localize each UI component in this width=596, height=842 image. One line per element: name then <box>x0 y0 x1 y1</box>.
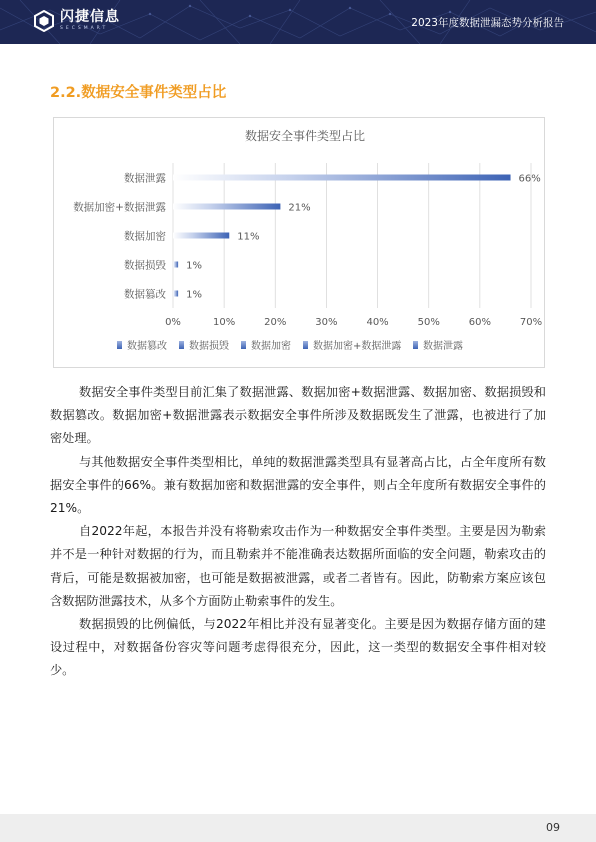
chart-x-tick-label: 10% <box>213 317 236 328</box>
paragraph: 数据损毁的比例偏低，与2022年相比并没有显著变化。主要是因为数据存储方面的建设过程中，对数据备份容灾等问题考虑得很充分，因此，这一类型的数据安全事件相对较少。 <box>50 617 546 678</box>
chart-data-label: 1% <box>186 260 202 272</box>
chart-x-tick-labels <box>165 317 542 328</box>
chart-legend-item: 数据加密 <box>251 341 291 352</box>
paragraph: 自2022年起，本报告并没有将勒索攻击作为一种数据安全事件类型。主要是因为勒索并不是一种针对数据的行为，而且勒索并不能准确表达数据所面临的安全问题，勒索攻击的背后，可能是数据被加密，也可能是数据被泄露，或者二者皆有。因此，防勒索方案应该包含数据防泄露技术，从多个方面防止勒索事件的发生。 <box>50 524 546 608</box>
page-header <box>0 0 596 44</box>
chart-data-label: 11% <box>237 231 260 243</box>
page-number: 09 <box>546 821 560 834</box>
chart-x-tick-label: 60% <box>468 317 491 328</box>
chart-x-tick-label: 20% <box>264 317 287 328</box>
chart-legend-item: 数据泄露 <box>423 341 463 352</box>
chart-legend-swatch <box>241 341 246 349</box>
logo-chinese-text: 闪捷信息 <box>60 9 120 25</box>
chart-x-tick-label: 30% <box>315 317 338 328</box>
report-title: 2023年度数据泄漏态势分析报告 <box>411 17 564 29</box>
chart-category-label: 数据篡改 <box>124 288 166 301</box>
chart-legend-swatch <box>303 341 308 349</box>
body-text <box>50 381 546 683</box>
chart-category-label: 数据加密 <box>124 230 166 243</box>
company-logo <box>33 9 120 32</box>
chart-bar <box>173 175 511 181</box>
chart-x-tick-label: 70% <box>519 317 543 328</box>
chart-x-tick-label: 0% <box>165 317 181 328</box>
paragraph: 与其他数据安全事件类型相比，单纯的数据泄露类型具有显著高占比，占全年度所有数据安全事件的66%。兼有数据加密和数据泄露的安全事件，则占全年度所有数据安全事件的21%。 <box>50 454 546 516</box>
chart-x-tick-label: 40% <box>366 317 389 328</box>
chart-legend-item: 数据加密+数据泄露 <box>313 341 402 352</box>
chart-legend <box>117 339 463 352</box>
chart-category-label: 数据加密+数据泄露 <box>73 201 166 214</box>
chart-bar <box>173 204 280 210</box>
section-heading: 2.2.数据安全事件类型占比 <box>50 85 227 101</box>
logo-mark-icon <box>33 10 55 32</box>
chart-data-label: 21% <box>288 202 311 214</box>
chart-bar <box>173 233 229 239</box>
chart-category-label: 数据泄露 <box>124 172 166 185</box>
chart-legend-swatch <box>117 341 122 349</box>
chart-x-tick-label: 50% <box>417 317 440 328</box>
chart-bars <box>173 174 541 301</box>
chart-category-labels <box>73 172 166 301</box>
bar-chart <box>54 118 546 369</box>
chart-bar <box>173 262 178 268</box>
page-footer <box>0 814 596 842</box>
chart-legend-swatch <box>179 341 184 349</box>
chart-category-label: 数据损毁 <box>124 259 166 272</box>
chart-container <box>53 117 545 368</box>
chart-bar <box>173 291 178 297</box>
paragraph: 数据安全事件类型目前汇集了数据泄露、数据加密+数据泄露、数据加密、数据损毁和数据篡改。数据加密+数据泄露表示数据安全事件所涉及数据既发生了泄露，也被进行了加密处理。 <box>50 385 546 446</box>
chart-data-label: 1% <box>186 289 202 301</box>
chart-data-label: 66% <box>518 173 541 185</box>
chart-legend-swatch <box>413 341 418 349</box>
chart-title: 数据安全事件类型占比 <box>244 129 366 143</box>
chart-legend-item: 数据篡改 <box>127 341 167 352</box>
logo-english-text: SECSMART <box>60 26 109 31</box>
chart-legend-item: 数据损毁 <box>189 341 229 352</box>
